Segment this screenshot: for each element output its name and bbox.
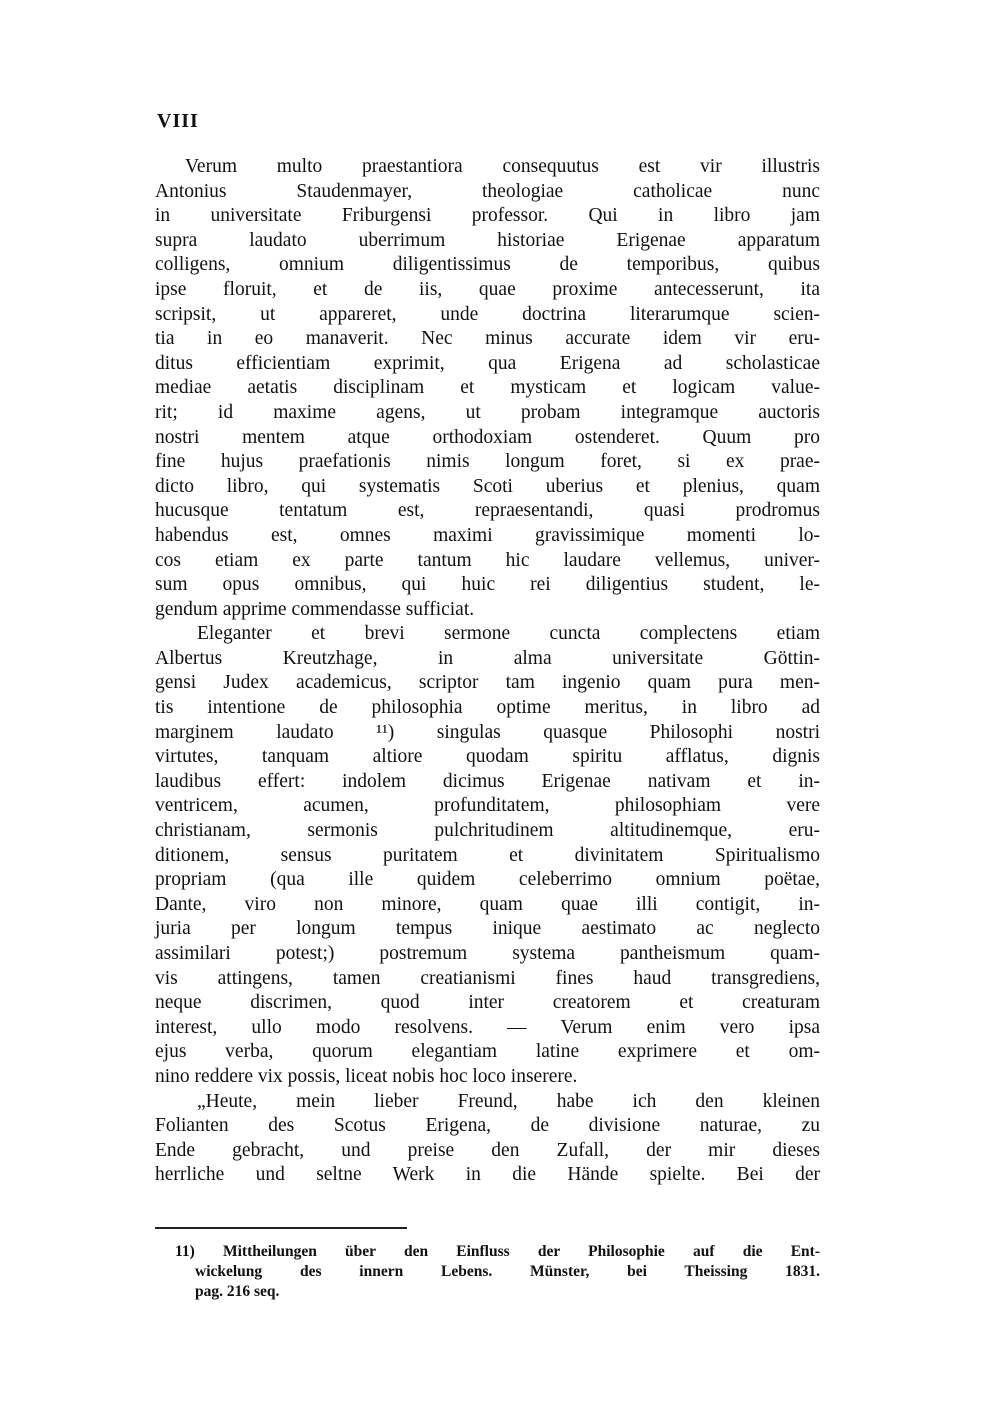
text-line: rit; id maxime agens, ut probam integramque auctoris — [155, 401, 820, 423]
text-line: nostri mentem atque orthodoxiam ostenderet. Quum pro — [155, 426, 820, 448]
text-line: ipse floruit, et de iis, quae proxime antecesserunt, ita — [155, 278, 820, 300]
text-line: habendus est, omnes maximi gravissimique momenti lo- — [155, 524, 820, 546]
body-text — [155, 155, 820, 1188]
text-line: hucusque tentatum est, repraesentandi, quasi prodromus — [155, 500, 820, 522]
page-number: VIII — [157, 110, 199, 132]
text-line: laudibus effert: indolem dicimus Erigenae nativam et in- — [155, 770, 820, 792]
text-line: nino reddere vix possis, liceat nobis hoc loco inserere. — [155, 1065, 578, 1087]
text-line: cos etiam ex parte tantum hic laudare vellemus, univer- — [155, 549, 820, 571]
text-line: in universitate Friburgensi professor. Qui in libro jam — [155, 205, 820, 227]
footnote-line: 11) Mittheilungen über den Einfluss der Philosophie auf die Ent- — [175, 1243, 820, 1260]
text-line: neque discrimen, quod inter creatorem et creaturam — [155, 992, 820, 1014]
text-line: Verum multo praestantiora consequutus est vir illustris — [185, 156, 820, 177]
text-line: vis attingens, tamen creatianismi fines haud transgrediens, — [155, 967, 820, 989]
text-line: christianam, sermonis pulchritudinem altitudinemque, eru- — [155, 820, 820, 842]
text-line: ventricem, acumen, profunditatem, philosophiam vere — [155, 795, 820, 817]
text-line: Ende gebracht, und preise den Zufall, der mir dieses — [155, 1139, 820, 1161]
text-line: dicto libro, qui systematis Scoti uberius et plenius, quam — [155, 475, 820, 497]
text-line: interest, ullo modo resolvens. — Verum enim vero ipsa — [155, 1016, 820, 1038]
text-line: Antonius Staudenmayer, theologiae catholicae nunc — [155, 180, 820, 202]
footnote-line: wickelung des innern Lebens. Münster, bei Theissing 1831. — [195, 1263, 820, 1280]
text-line: herrliche und seltne Werk in die Hände spielte. Bei der — [155, 1164, 820, 1186]
text-line: mediae aetatis disciplinam et mysticam et logicam value- — [155, 377, 820, 399]
text-line: scripsit, ut appareret, unde doctrina literarumque scien- — [155, 303, 820, 325]
text-line: Eleganter et brevi sermone cuncta complectens etiam — [197, 623, 820, 645]
text-line: sum opus omnibus, qui huic rei diligentius student, le- — [155, 574, 820, 596]
text-line: fine hujus praefationis nimis longum foret, si ex prae- — [155, 451, 820, 473]
text-line: propriam (qua ille quidem celeberrimo omnium poëtae, — [155, 869, 820, 891]
text-line: juria per longum tempus inique aestimato ac neglecto — [155, 918, 820, 940]
text-line: marginem laudato ¹¹) singulas quasque Philosophi nostri — [155, 721, 820, 743]
footnote-rule — [155, 1227, 407, 1229]
text-line: gendum apprime commendasse sufficiat. — [155, 598, 475, 620]
text-line: „Heute, mein lieber Freund, habe ich den kleinen — [197, 1090, 820, 1112]
text-line: ditus efficientiam exprimit, qua Erigena ad scholasticae — [155, 352, 820, 374]
text-line: tis intentione de philosophia optime meritus, in libro ad — [155, 697, 820, 719]
text-line: colligens, omnium diligentissimus de temporibus, quibus — [155, 254, 820, 276]
text-line: Folianten des Scotus Erigena, de divisione naturae, zu — [155, 1115, 820, 1137]
footnote — [175, 1242, 820, 1302]
footnote-line: pag. 216 seq. — [195, 1283, 280, 1300]
text-line: ditionem, sensus puritatem et divinitatem Spiritualismo — [155, 844, 820, 866]
text-line: ejus verba, quorum elegantiam latine exprimere et om- — [155, 1041, 820, 1063]
text-line: Albertus Kreutzhage, in alma universitate Göttin- — [155, 647, 820, 669]
text-line: gensi Judex academicus, scriptor tam ingenio quam pura men- — [155, 672, 820, 694]
text-line: supra laudato uberrimum historiae Erigenae apparatum — [155, 229, 820, 251]
text-line: tia in eo manaverit. Nec minus accurate idem vir eru- — [155, 328, 820, 350]
text-line: virtutes, tanquam altiore quodam spiritu afflatus, dignis — [155, 746, 820, 768]
text-line: assimilari potest;) postremum systema pantheismum quam- — [155, 943, 820, 964]
text-line: Dante, viro non minore, quam quae illi contigit, in- — [155, 893, 820, 915]
